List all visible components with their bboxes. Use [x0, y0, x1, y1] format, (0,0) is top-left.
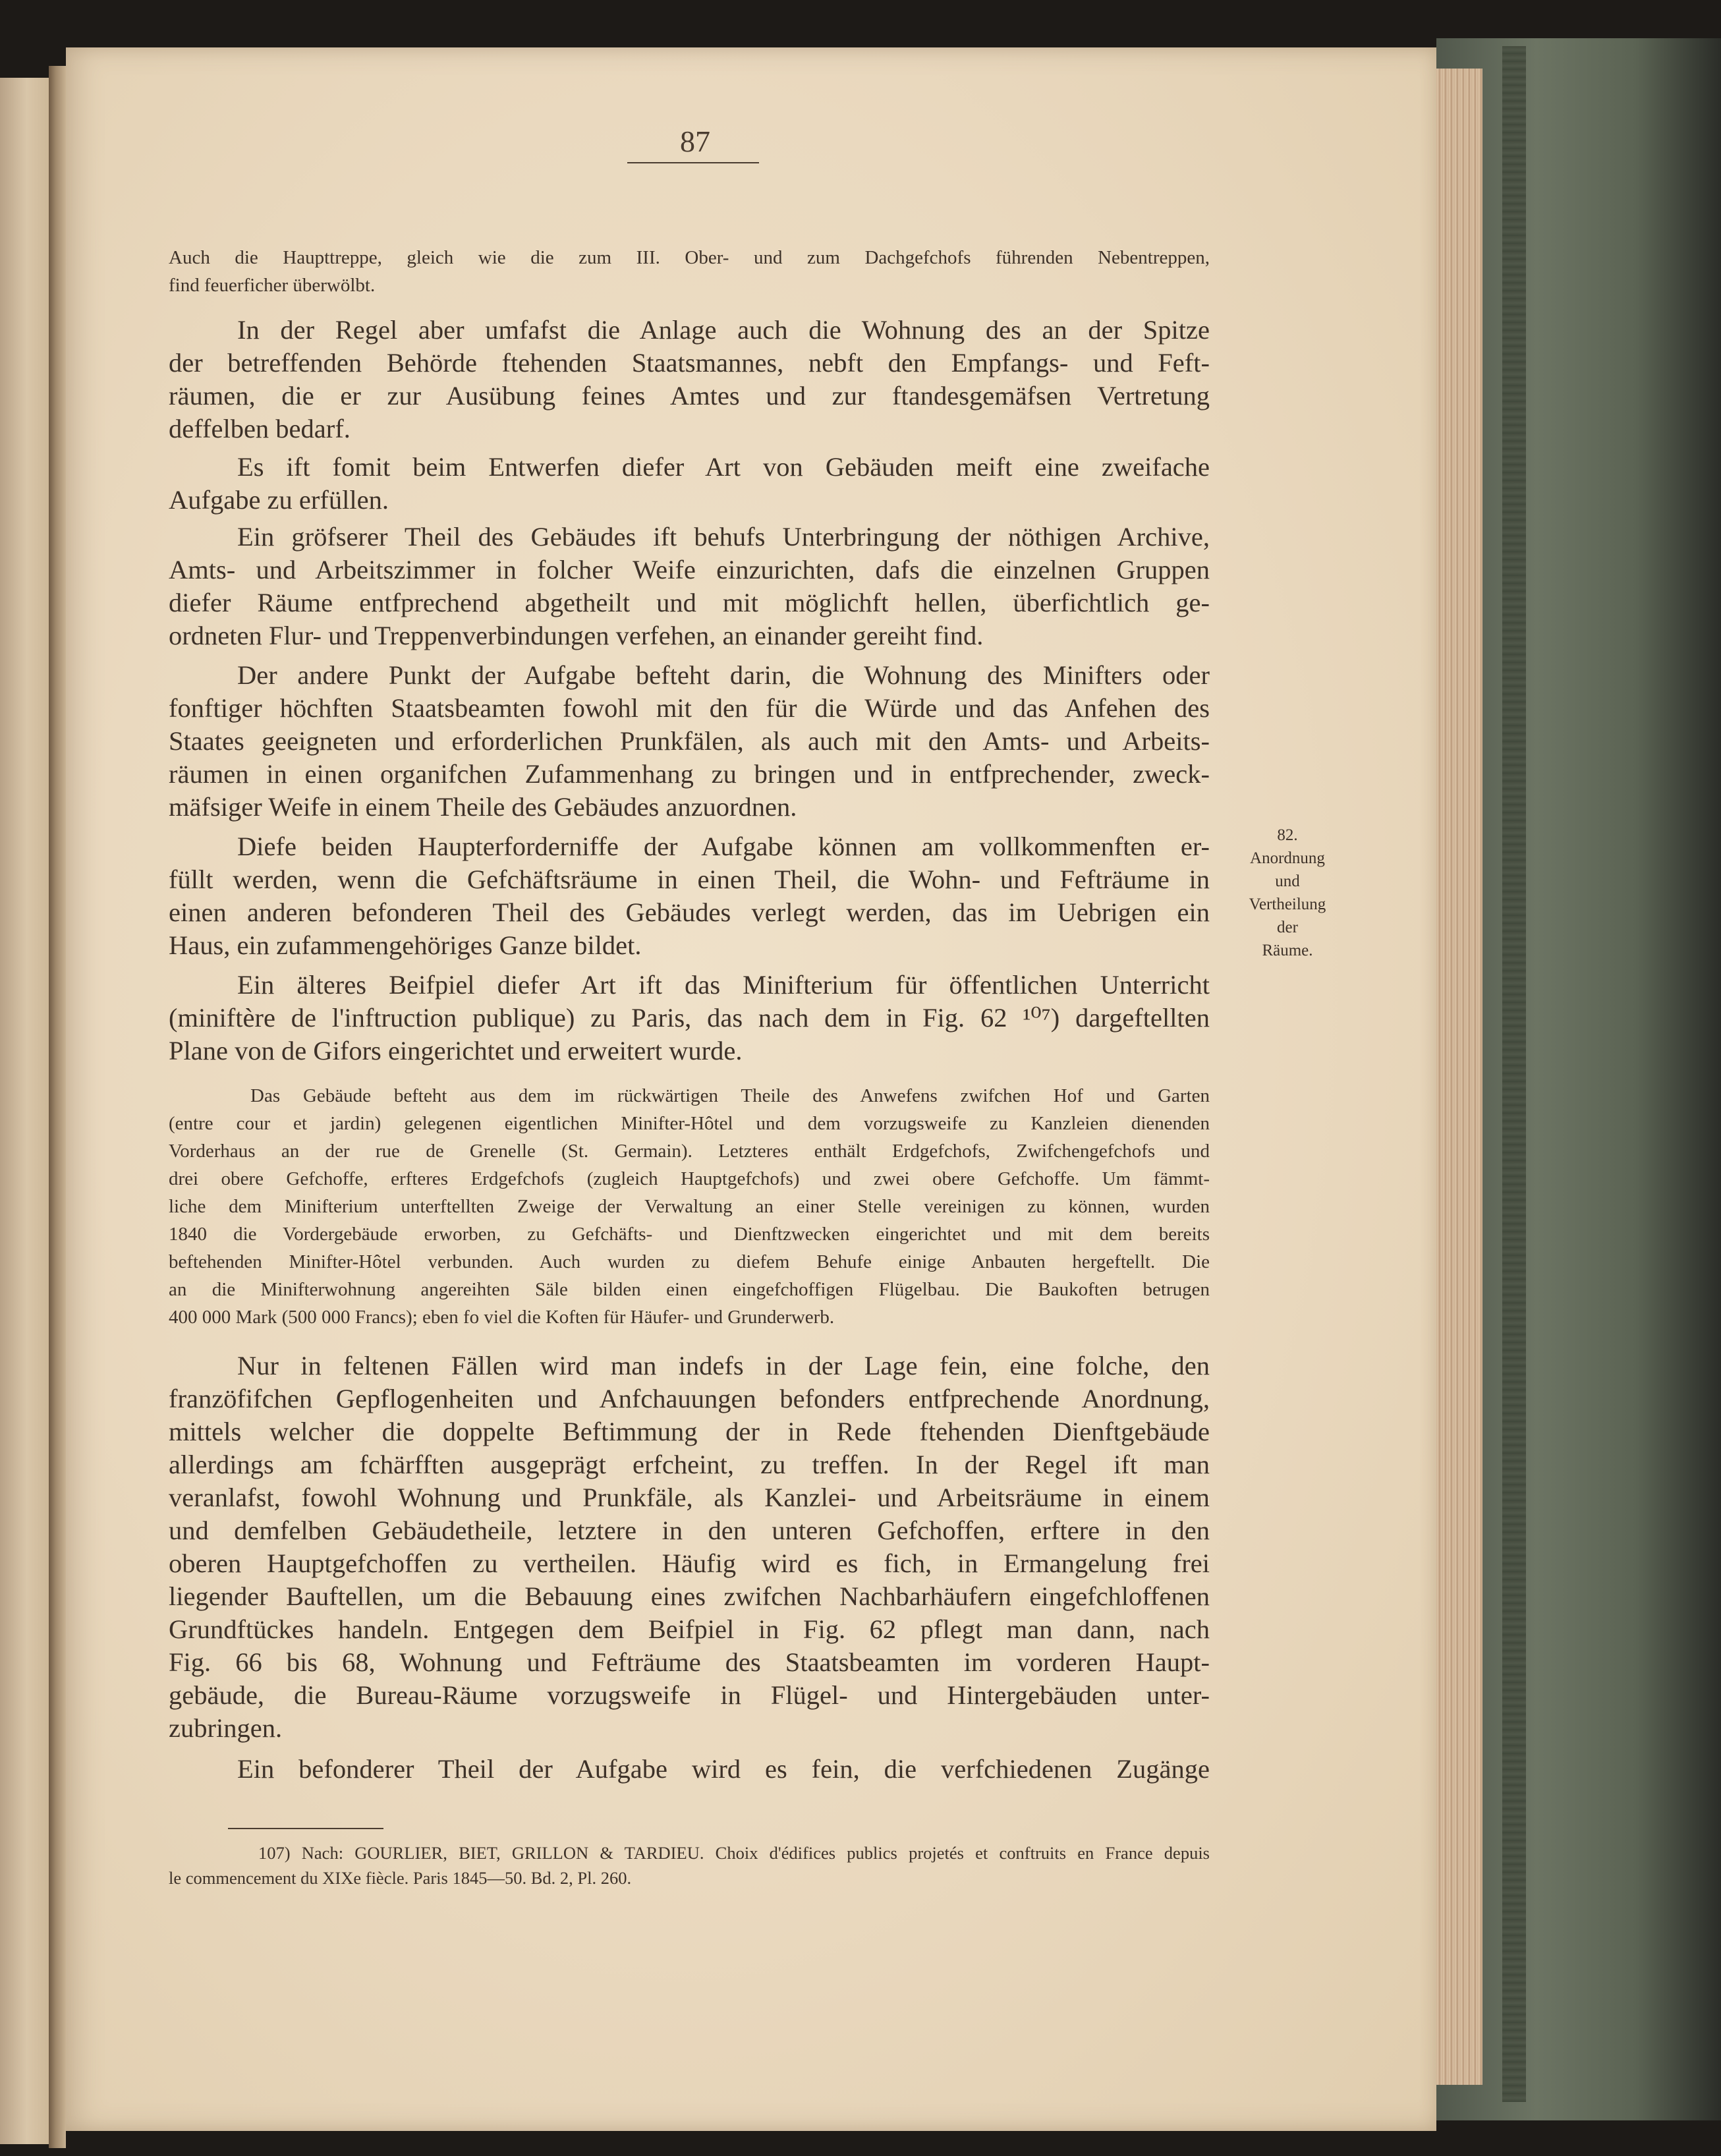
text-line: einen anderen befonderen Theil des Gebäudes verlegt werden, das im Uebrigen ein: [169, 897, 1210, 927]
text-line: liche dem Minifterium unterftellten Zweige der Verwaltung an einer Stelle vereinigen zu können, wurden: [169, 1196, 1210, 1217]
text-line: zubringen.: [169, 1713, 283, 1743]
cover-cloth-texture: [1502, 46, 1526, 2102]
text-line: Ein befonderer Theil der Aufgabe wird es fein, die verfchiedenen Zugänge: [237, 1754, 1210, 1784]
text-line: oberen Hauptgefchoffen zu vertheilen. Häufig wird es fich, in Ermangelung frei: [169, 1548, 1210, 1578]
text-line: Das Gebäude befteht aus dem im rückwärtigen Theile des Anwefens zwifchen Hof und Garten: [250, 1085, 1210, 1106]
footnote-line: le commencement du XIXe fiècle. Paris 1845—50. Bd. 2, Pl. 260.: [169, 1868, 632, 1888]
text-line: Diefe beiden Haupterforderniffe der Aufgabe können am vollkommenften er-: [237, 832, 1210, 861]
text-line: diefer Räume entfprechend abgetheilt und mit möglichft hellen, überfichtlich ge-: [169, 588, 1210, 617]
text-line: Amts- und Arbeitszimmer in folcher Weife einzurichten, dafs die einzelnen Gruppen: [169, 555, 1210, 584]
text-line: Staates geeigneten und erforderlichen Prunkfälen, als auch mit den Amts- und Arbeits-: [169, 726, 1210, 756]
margin-note-line: Vertheilung: [1249, 895, 1326, 913]
text-line: mäfsiger Weife in einem Theile des Gebäudes anzuordnen.: [169, 792, 797, 822]
facing-page-edge: [0, 78, 51, 2144]
text-line: liegender Bauftellen, um die Bebauung eines zwifchen Nachbarhäufern eingefchloffenen: [169, 1581, 1210, 1611]
text-line: mittels welcher die doppelte Beftimmung der in Rede ftehenden Dienftgebäude: [169, 1417, 1210, 1446]
text-line: gebäude, die Bureau-Räume vorzugsweife in Flügel- und Hintergebäuden unter-: [169, 1680, 1210, 1710]
margin-note: [1229, 824, 1345, 962]
text-line: find feuerficher überwölbt.: [169, 275, 376, 296]
text-line: räumen in einen organifchen Zufammenhang zu bringen und in entfprechender, zweck-: [169, 759, 1210, 789]
margin-note-line: Anordnung: [1250, 849, 1325, 867]
text-line: Auch die Haupttreppe, gleich wie die zum III. Ober- und zum Dachgefchofs führenden Nebentreppen,: [169, 247, 1210, 268]
text-line: Nur in feltenen Fällen wird man indefs in der Lage fein, eine folche, den: [237, 1351, 1210, 1380]
page-number-rule: [627, 162, 759, 163]
page-block-edges: [1428, 69, 1482, 2085]
text-line: und demfelben Gebäudetheile, letztere in den unteren Gefchoffen, erftere in den: [169, 1516, 1210, 1545]
text-line: Fig. 66 bis 68, Wohnung und Fefträume des Staatsbeamten im vorderen Haupt-: [169, 1647, 1210, 1677]
text-line: Plane von de Gifors eingerichtet und erweitert wurde.: [169, 1036, 743, 1065]
book-gutter: [49, 66, 66, 2148]
text-line: (miniftère de l'inftruction publique) zu Paris, das nach dem in Fig. 62 ¹⁰⁷) dargeftellten: [169, 1003, 1210, 1033]
margin-note-line: der: [1277, 919, 1298, 936]
text-line: veranlafst, fowohl Wohnung und Prunkfäle, als Kanzlei- und Arbeitsräume in einem: [169, 1483, 1210, 1512]
text-line: allerdings am fchärfften ausgeprägt erfcheint, zu treffen. In der Regel ift man: [169, 1450, 1210, 1479]
text-line: fonftiger höchften Staatsbeamten fowohl mit den für die Würde und das Anfehen des: [169, 693, 1210, 723]
text-line: räumen, die er zur Ausübung feines Amtes und zur ftandesgemäfsen Vertretung: [169, 381, 1210, 411]
text-line: beftehenden Minifter-Hôtel verbunden. Auch wurden zu diefem Behufe einige Anbauten hergeftellt. Die: [169, 1251, 1210, 1272]
text-line: Der andere Punkt der Aufgabe befteht darin, die Wohnung des Minifters oder: [237, 660, 1210, 690]
text-line: 1840 die Vordergebäude erworben, zu Gefchäfts- und Dienftzwecken eingerichtet und mit dem bereits: [169, 1224, 1210, 1245]
text-line: füllt werden, wenn die Gefchäftsräume in einen Theil, die Wohn- und Fefträume in: [169, 865, 1210, 894]
text-line: deffelben bedarf.: [169, 414, 351, 443]
text-line: 400 000 Mark (500 000 Francs); eben fo viel die Koften für Häufer- und Grunderwerb.: [169, 1307, 835, 1328]
text-line: Haus, ein zufammengehöriges Ganze bildet.: [169, 930, 642, 960]
footnote-line: 107) Nach: GOURLIER, BIET, GRILLON & TARDIEU. Choix d'édifices publics projetés et conftruits en France depuis: [258, 1843, 1210, 1863]
text-line: Grundftückes handeln. Entgegen dem Beifpiel in Fig. 62 pflegt man dann, nach: [169, 1614, 1210, 1644]
text-line: der betreffenden Behörde ftehenden Staatsmannes, nebft den Empfangs- und Feft-: [169, 348, 1210, 378]
text-line: Ein älteres Beifpiel diefer Art ift das Minifterium für öffentlichen Unterricht: [237, 970, 1210, 1000]
text-line: Ein gröfserer Theil des Gebäudes ift behufs Unterbringung der nöthigen Archive,: [237, 522, 1210, 552]
text-line: drei obere Gefchoffe, erfteres Erdgefchofs (zugleich Hauptgefchofs) und zwei obere Gefchoffe. Um fämmt-: [169, 1168, 1210, 1189]
text-line: ordneten Flur- und Treppenverbindungen verfehen, an einander gereiht find.: [169, 621, 984, 650]
text-line: franzöfifchen Gepflogenheiten und Anfchauungen befonders entfprechende Anordnung,: [169, 1384, 1210, 1413]
text-line: Es ift fomit beim Entwerfen diefer Art von Gebäuden meift eine zweifache: [237, 452, 1210, 482]
footnote-rule: [228, 1828, 383, 1829]
margin-note-line: Räume.: [1262, 942, 1313, 959]
text-line: In der Regel aber umfafst die Anlage auch die Wohnung des an der Spitze: [237, 315, 1210, 345]
text-line: an die Minifterwohnung angereihten Säle bilden einen eingefchoffigen Flügelbau. Die Baukoften betrugen: [169, 1279, 1210, 1300]
margin-note-line: und: [1275, 872, 1300, 890]
text-line: Aufgabe zu erfüllen.: [169, 485, 389, 515]
page-number: 87: [680, 125, 710, 158]
margin-note-line: 82.: [1277, 826, 1298, 844]
text-line: (entre cour et jardin) gelegenen eigentlichen Minifter-Hôtel und dem vorzugsweife zu Kanzleien dienenden: [169, 1113, 1210, 1134]
text-line: Vorderhaus an der rue de Grenelle (St. Germain). Letzteres enthält Erdgefchofs, Zwifchengefchofs und: [169, 1141, 1210, 1162]
